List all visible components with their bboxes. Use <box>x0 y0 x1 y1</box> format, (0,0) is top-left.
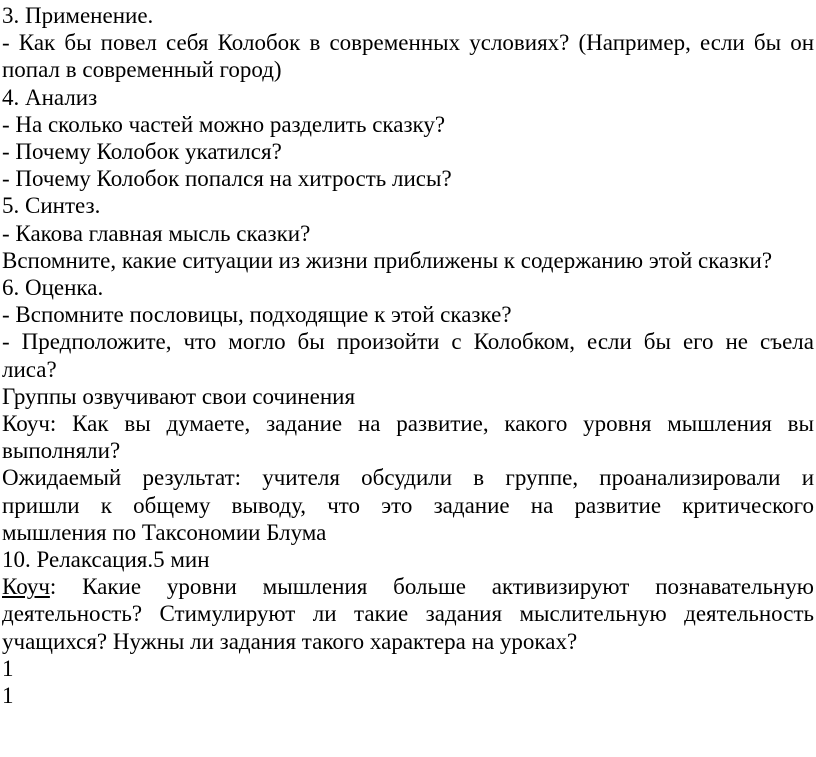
page-number: 1 <box>2 683 14 709</box>
question-line: - Почему Колобок попался на хитрость лисы? <box>2 166 452 192</box>
coach-line-text: : Какие уровни мышления больше активизируют познавательную <box>49 574 814 600</box>
question-line: Вспомните, какие ситуации из жизни приближены к содержанию этой сказки? <box>2 247 773 273</box>
question-line: - Почему Колобок укатился? <box>2 139 282 165</box>
question-line: - Какова главная мысль сказки? <box>2 220 311 246</box>
question-line: - Как бы повел себя Колобок в современных условиях? (Например, если бы он <box>2 30 814 56</box>
section-heading-application: 3. Применение. <box>2 3 154 28</box>
coach-question-line: Коуч: Как вы думаете, задание на развитие, какого уровня мышления вы <box>2 411 814 437</box>
section-heading-evaluation: 6. Оценка. <box>2 275 104 301</box>
coach-label: Коуч <box>2 574 50 600</box>
coach-paragraph-line: деятельность? Стимулируют ли такие задания мыслительную деятельность <box>2 601 814 627</box>
section-heading-relaxation: 10. Релаксация.5 мин <box>2 547 210 573</box>
question-line: - Предположите, что могло бы произойти с Колобком, если бы его не съела <box>2 329 814 355</box>
coach-question-line-continued: выполняли? <box>2 438 121 464</box>
question-line: - Вспомните пословицы, подходящие к этой сказке? <box>2 302 512 328</box>
expected-result-line: пришли к общему выводу, что это задание на развитие критического <box>2 492 814 518</box>
section-heading-synthesis: 5. Синтез. <box>2 193 101 219</box>
section-heading-analysis: 4. Анализ <box>2 84 98 110</box>
coach-paragraph-first-line <box>2 573 814 600</box>
coach-paragraph-line-end: учащихся? Нужны ли задания такого характера на уроках? <box>2 628 578 654</box>
question-line: - На сколько частей можно разделить сказку? <box>2 111 446 137</box>
expected-result-line-end: мышления по Таксономии Блума <box>2 519 327 545</box>
question-line-continued: лиса? <box>2 356 57 382</box>
question-line-continued: попал в современный город) <box>2 57 282 83</box>
page-number: 1 <box>2 655 14 681</box>
paragraph-line: Группы озвучивают свои сочинения <box>2 383 356 409</box>
expected-result-line: Ожидаемый результат: учителя обсудили в группе, проанализировали и <box>2 465 814 491</box>
